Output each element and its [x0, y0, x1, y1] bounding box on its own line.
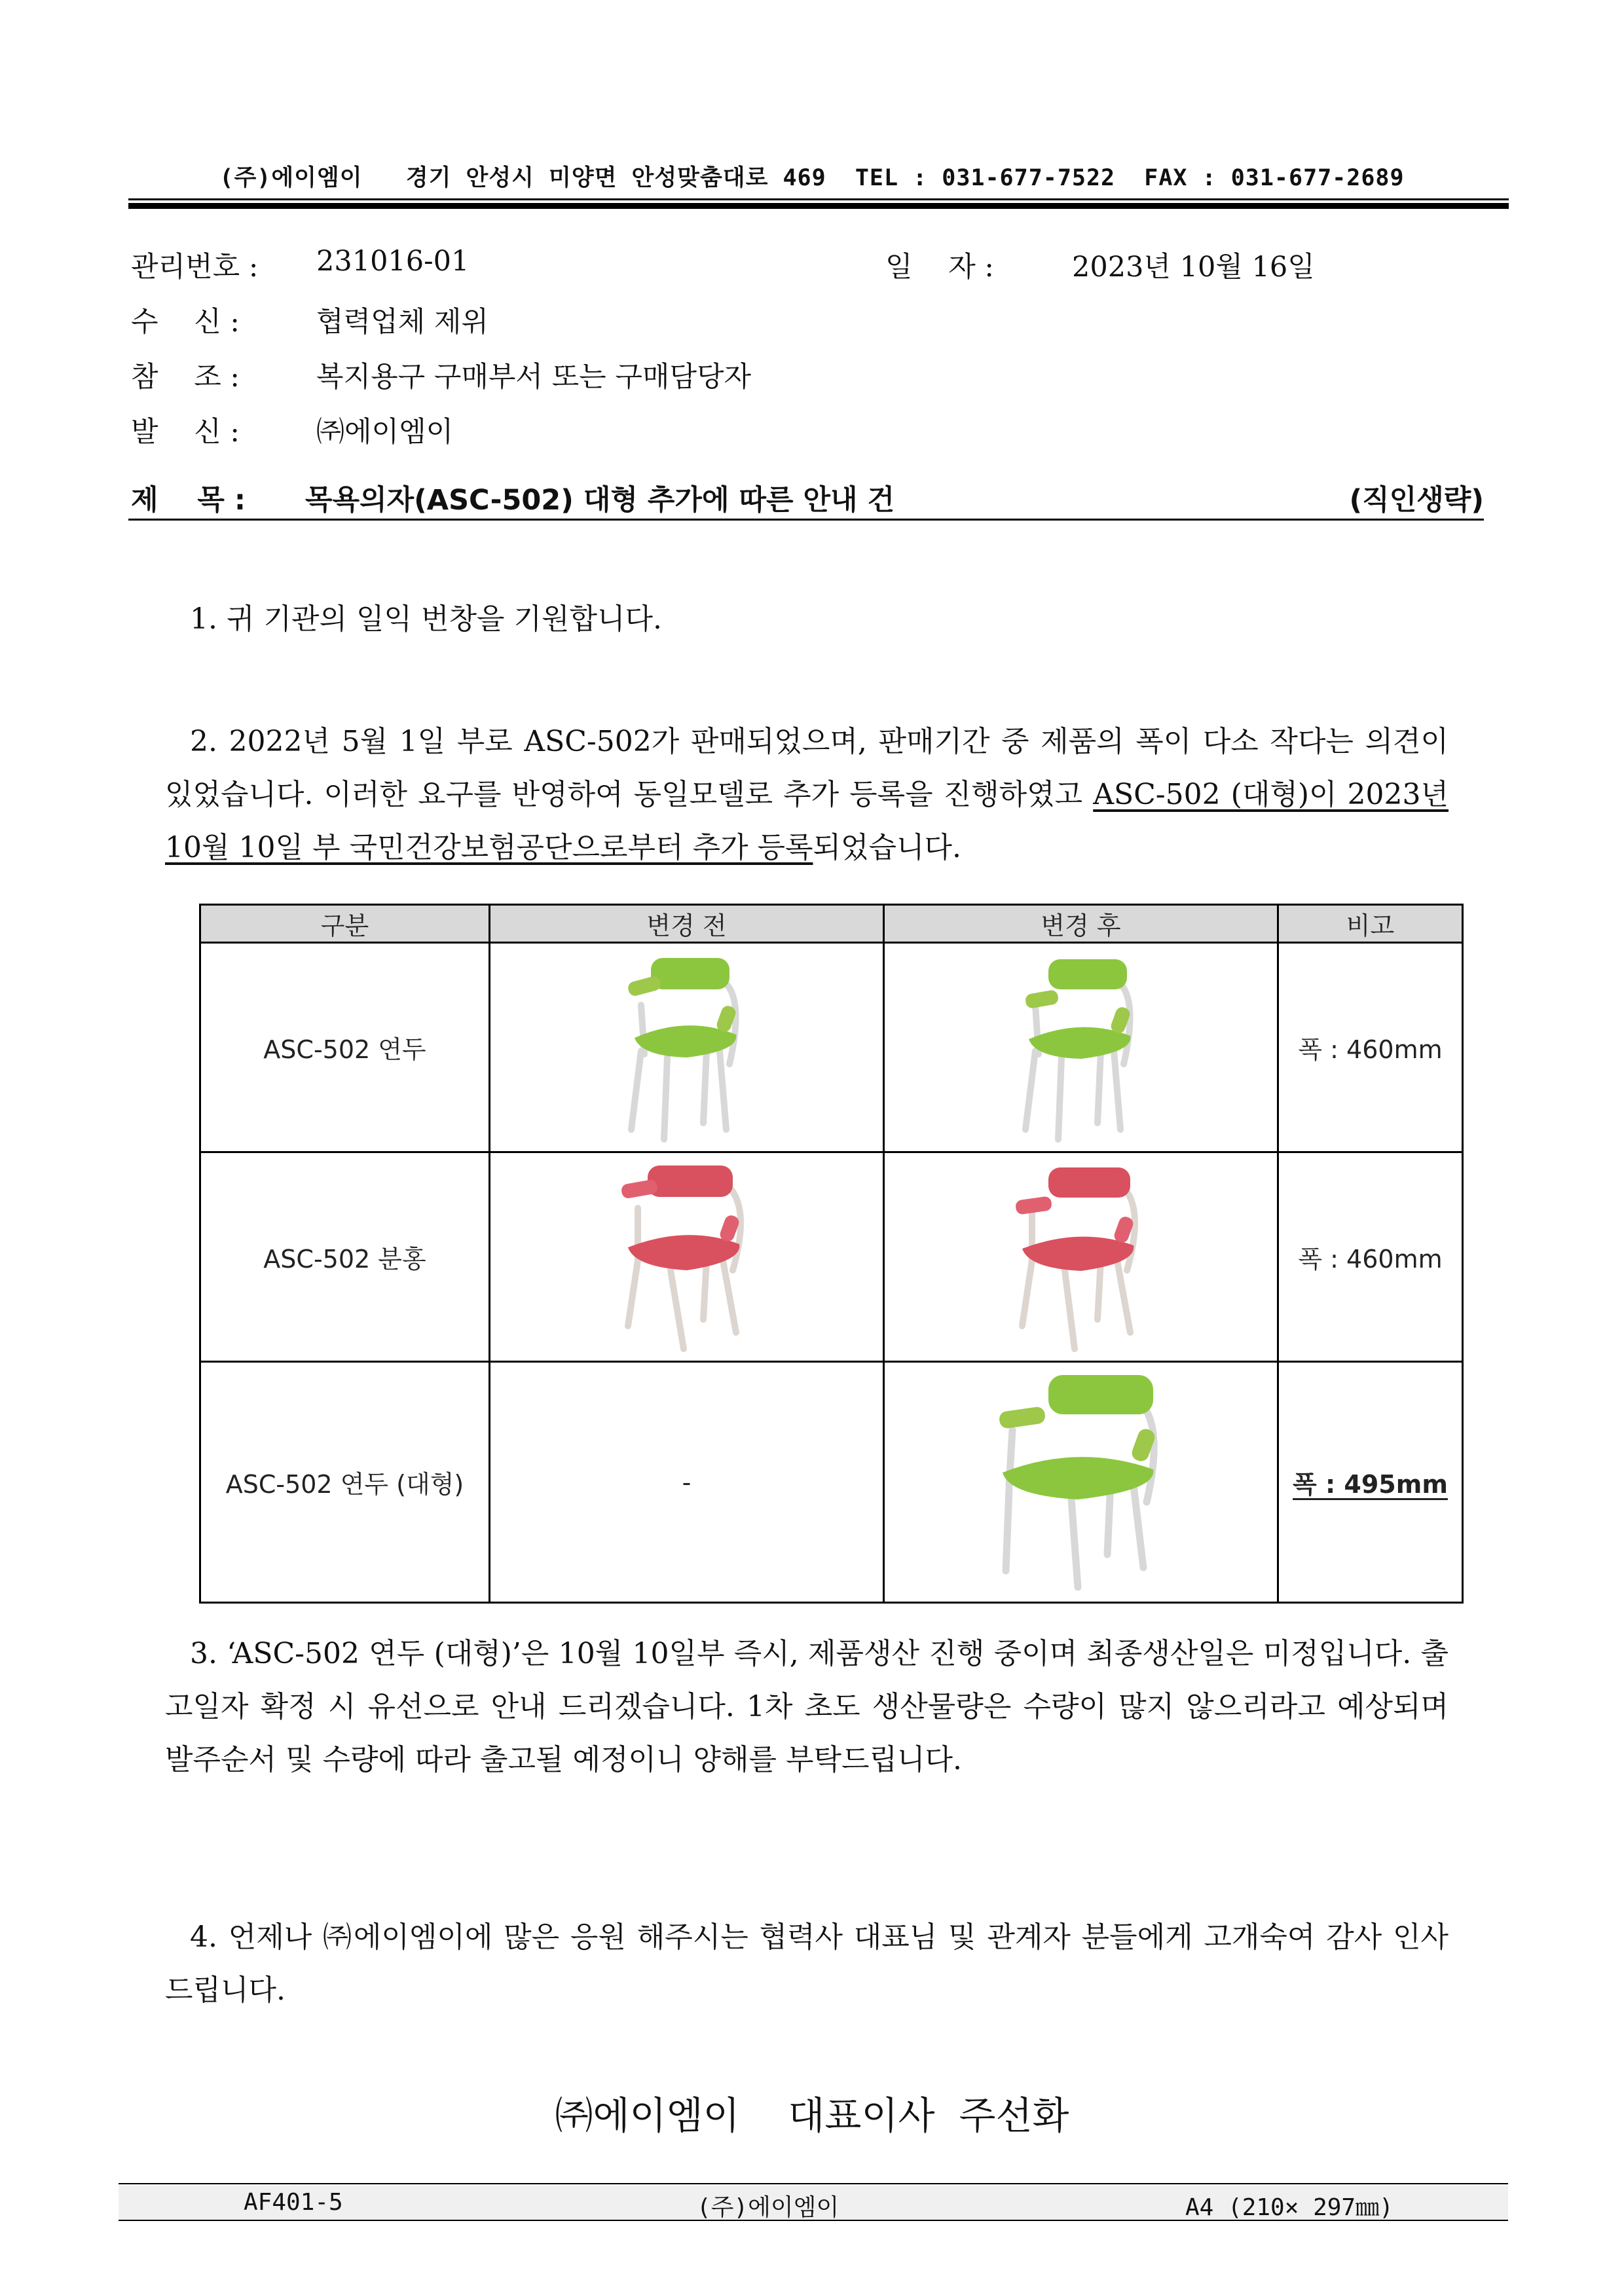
footer-rule	[119, 2183, 1508, 2184]
chair-image-before	[490, 1152, 884, 1362]
header-after: 변경 후	[884, 905, 1278, 943]
chair-green-large-image	[986, 1371, 1176, 1594]
paragraph-2	[165, 715, 1449, 874]
header-rule-thick	[128, 203, 1509, 209]
signature: ㈜에이엠이 대표이사 주선화	[555, 2093, 1069, 2138]
chair-image-after	[884, 1362, 1278, 1603]
mgmt-value: 231016-01	[316, 245, 470, 278]
chair-green-after-image	[1009, 953, 1153, 1143]
subject-label: 제 목 :	[131, 484, 246, 517]
date-label: 일 자 :	[885, 251, 994, 284]
mgmt-label: 관리번호 :	[131, 251, 259, 284]
letterhead-company: (주)에이엠이	[219, 165, 363, 191]
row-name: ASC-502 연두 (대형)	[200, 1362, 490, 1603]
to-label: 수 신 :	[131, 306, 240, 339]
large-width-note: 폭 : 495mm	[1293, 1470, 1448, 1499]
row-note: 폭 : 460mm	[1278, 943, 1463, 1152]
table-row	[200, 1362, 1463, 1603]
paragraph-4: 4. 언제나 ㈜에이엠이에 많은 응원 해주시는 협력사 대표님 및 관계자 분들에게 고개숙여 감사 인사드립니다.	[165, 1920, 1449, 2007]
chair-green-before-image	[615, 953, 759, 1143]
date-value: 2023년 10월 16일	[1072, 251, 1315, 284]
letterhead	[0, 160, 1624, 193]
row-note: 폭 : 460mm	[1278, 1152, 1463, 1362]
chair-image-before	[490, 943, 884, 1152]
chair-image-after	[884, 1152, 1278, 1362]
paragraph-2-text: 2. 2022년 5월 1일 부로 ASC-502가 판매되었으며, 판매기간 중 제품의 폭이 다소 작다는 의견이 있었습니다. 이러한 요구를 반영하여 동일모델로 추가 등록을 진행하였고	[165, 725, 1449, 811]
row-name: ASC-502 연두	[200, 943, 490, 1152]
footer-form-code: AF401-5	[244, 2189, 343, 2216]
header-before: 변경 전	[490, 905, 884, 943]
from-label: 발 신 :	[131, 416, 240, 449]
to-value: 협력업체 제위	[316, 306, 489, 339]
footer-paper-size: A4 (210× 297㎜)	[1185, 2194, 1393, 2221]
paragraph-1: 1. 귀 기관의 일익 번창을 기원합니다.	[190, 602, 662, 636]
ref-value: 복지용구 구매부서 또는 구매담당자	[316, 361, 752, 394]
table-row	[200, 943, 1463, 1152]
table-row	[200, 1152, 1463, 1362]
letterhead-tel: TEL : 031-677-7522	[855, 165, 1116, 191]
header-note: 비고	[1278, 905, 1463, 943]
change-table	[199, 904, 1464, 1604]
row-note-highlight	[1278, 1362, 1463, 1603]
letterhead-fax: FAX : 031-677-2689	[1144, 165, 1405, 191]
subject-title: 목욕의자(ASC-502) 대형 추가에 따른 안내 건	[305, 484, 895, 517]
paragraph-2-underlined: ASC-502 (대형)이 2023년 10월 10일 부 국민건강보험공단으로부터 추가 등록	[165, 778, 1449, 864]
row-name: ASC-502 분홍	[200, 1152, 490, 1362]
table-header-row	[200, 905, 1463, 943]
paragraph-2-end: 되었습니다.	[813, 831, 961, 864]
header-category: 구분	[200, 905, 490, 943]
paragraph-3: 3. ‘ASC-502 연두 (대형)’은 10월 10일부 즉시, 제품생산 진행 중이며 최종생산일은 미정입니다. 출고일자 확정 시 유선으로 안내 드리겠습니다. 1차 초도 생산물량은 수량이 많지 않으리라고 예상되며 발주순서 및 수량에 따라 출고될 예정이니 양해를 부탁드립니다.	[165, 1637, 1449, 1776]
letterhead-address: 경기 안성시 미양면 안성맞춤대로 469	[405, 165, 826, 191]
chair-image-after	[884, 943, 1278, 1152]
ref-label: 참 조 :	[131, 361, 240, 394]
header-rule-thin	[128, 198, 1509, 200]
subject-row	[128, 478, 1484, 521]
footer-company: (주)에이엠이	[697, 2194, 840, 2221]
chair-pink-after-image	[1006, 1162, 1156, 1352]
from-value: ㈜에이엠이	[316, 416, 454, 449]
seal-omitted-note: (직인생략)	[1349, 484, 1484, 517]
chair-pink-before-image	[612, 1162, 762, 1352]
row-before-placeholder: -	[490, 1362, 884, 1603]
